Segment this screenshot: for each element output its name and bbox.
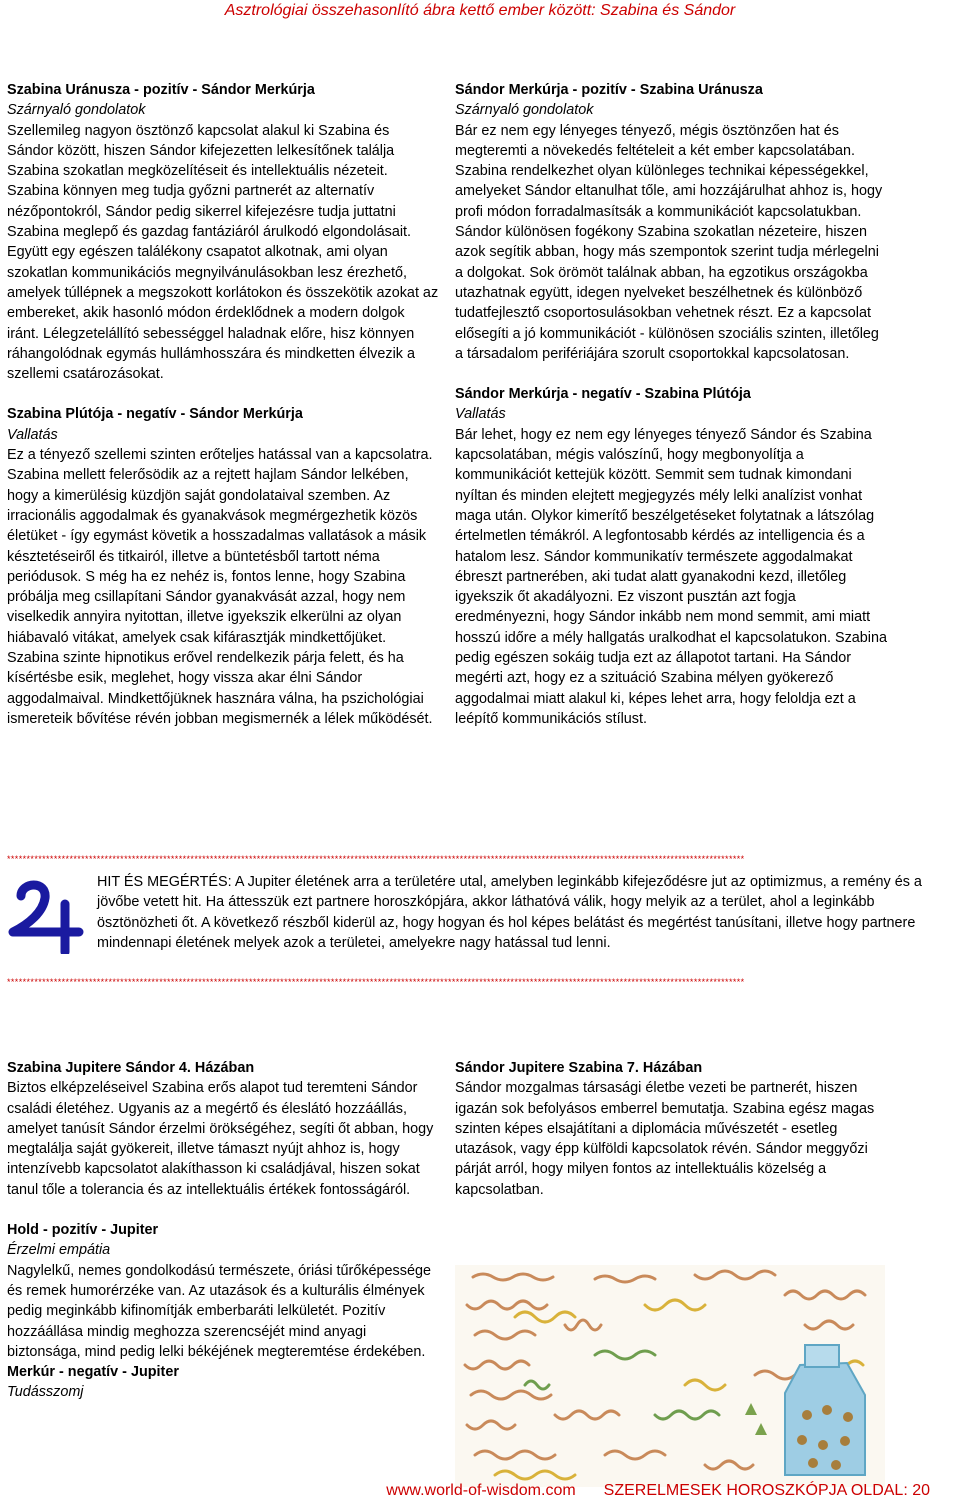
- section-body: Bár ez nem egy lényeges tényező, mégis ösztönzően hat és megteremti a növekedés feltételeit a két ember kapcsolatában. Szabina rendelkezhet olyan különleges technikai képességekkel, amelyeket Sándor eltanulhat tőle, ami hozzájárulhat ahhoz is, hogy profi módon forradalmasítsák a kommunikációt kapcsolatukban. Sándor különösen fogékony Szabina szokatlan nézeteire, hiszen azok segítik abban, hogy más szempontok szerint tudja mérlegelni a dolgokat. Sok örömöt találnak abban, ha egzotikus országokba utazhatnak együtt, idegen nyelveket beszélhetnek és különböző tudatfejlesztő csoportosulásokban vehetnek részt. Ez a kapcsolat elősegíti a jó kommunikációt - különösen szociális szinten, illetőleg a társadalom perifériájára szorult csoportokkal kapcsolatosan.: [455, 122, 883, 362]
- star-divider-bottom: *********************************************************************************************************************************************************************************************: [7, 977, 745, 987]
- section: [455, 80, 887, 364]
- decorative-illustration: [455, 1265, 885, 1487]
- section-subtitle: Tudásszomj: [7, 1384, 84, 1401]
- section-title: Sándor Jupitere Szabina 7. Házában: [455, 1060, 703, 1076]
- section-title: Szabina Jupitere Sándor 4. Házában: [7, 1060, 255, 1076]
- header-title: Asztrológiai összehasonlító ábra kettő ember között: Szabina és Sándor: [224, 2, 736, 19]
- section-body: Ez a tényező szellemi szinten erőteljes hatással van a kapcsolatra. Szabina mellett felerősödik az a rejtett hajlam Sándor lelkében, hogy a kimerülésig küzdjön saját gondolataival szemben. Az irracionális aggodalmak és gyanakvások megmérgezhetik közös életüket - így egymást követik a hosszadalmas vallatások a másik késztetéseiről és titkairól, illetve a büntetésből tartott néma periódusok. S még ha ez nehéz is, fontos lenne, hogy Szabina próbálja meg csillapítani Sándor gyanakvását azzal, hogy nem viselkedik annyira nyitottan, illetve igyekszik elkerülni az olyan hiábavaló vitákat, amelyek csak kifárasztják mindkettőjüket. Szabina szinte hipnotikus erővel rendelkezik párja felett, és ha kísértésbe esik, meglehet, hogy visszа akar élni Sándor aggodalmaival. Mindkettőjüknek hasznára válna, ha pszichológiai ismereteik bővítése révén jobban megismernék a lélek működését.: [7, 447, 433, 727]
- section-subtitle: Érzelmi empátia: [7, 1242, 111, 1259]
- section: [7, 1058, 439, 1200]
- right-column: [455, 80, 887, 729]
- section-subtitle: Vallatás: [455, 406, 506, 423]
- section-body: Bár lehet, hogy ez nem egy lényeges tényező Sándor és Szabina kapcsolatában, mégis valószínű, hogy megbonyolítja a kommunikációt kettejük között. Semmit sem tudnak kimondani nyíltan és minden elejtett megjegyzés mély lelki analízist vonhat maga után. Olykor kimerítő beszélgetéseket folytatnak a látszólag értelmetlen témákról. A legfontosabb kérdés az intelligencia és a hatalom lesz. Sándor kommunikatív természete aggodalmakat ébreszt partnerében, aki tudat alatt gyanakodni kezd, illetőleg igyekszik őt akadályozni. Ez viszont pusztán azt fogja eredményezni, hogy Sándor inkább nem mond semmit, ami miatt hosszú időre a mély hallgatás uralkodhat el kapcsolatukon. Szabina pedig egészen sokáig tudja ezt az állapotot tartani. Ha Sándor megérti azt, hogy ez a szituáció Szabina mélyen gyökerező aggodalmai miatt alakul ki, képes lehet arra, hogy feloldja ezt a leépítő kommunikációs stílust.: [455, 426, 887, 727]
- section-title: Szabina Uránusza - pozitív - Sándor Merkúrja: [7, 82, 315, 98]
- section: [7, 1220, 439, 1362]
- footer-page-label: SZERELMESEK HOROSZKÓPJA OLDAL: 20: [603, 1482, 930, 1499]
- section-body: Biztos elképzeléseivel Szabina erős alapot tud teremteni Sándor családi életéhez. Ugyanis az a megértő és éleslátó hozzáállás, amelyet tanúsít Sándor érzelmi örökségéhez, segíti őt abban, hogy megtalálja saját gyökereit, illetve támaszt nyújt ahhoz is, hogy intenzívebb kapcsolatot alakíthasson ki családjával, hiszen sokat tanul tőle a tolerancia és az intellektuális értékek fontosságáról.: [7, 1080, 434, 1198]
- jupiter-intro: [7, 872, 953, 954]
- section-body: Sándor mozgalmas társasági életbe vezeti be partnerét, hiszen igazán sok befolyásos emberrel bemutatja. Szabina egész magas szinten képes elsajátítani a diplomácia művészetét - esetleg utazások, vagy épp külföldi kapcsolatok révén. Sándor meggyőzi párját arról, hogy milyen fontos az intellektuális közelség a kapcsolatban.: [455, 1080, 875, 1198]
- section: [455, 1058, 887, 1200]
- lower-left-column: [7, 1058, 439, 1403]
- section: [7, 80, 439, 384]
- section-title: Sándor Merkúrja - pozitív - Szabina Uránusza: [455, 82, 763, 98]
- abstract-drawing-image: [455, 1265, 885, 1487]
- section-title: Sándor Merkúrja - negatív - Szabina Plútója: [455, 386, 751, 403]
- page-footer: [358, 1480, 930, 1502]
- left-column: [7, 80, 439, 729]
- lower-right-column: [455, 1058, 887, 1200]
- page-header: [0, 0, 960, 30]
- section: [455, 384, 887, 729]
- section-title: Hold - pozitív - Jupiter: [7, 1222, 159, 1239]
- star-divider-top: *********************************************************************************************************************************************************************************************: [7, 854, 745, 864]
- section-subtitle: Vallatás: [7, 426, 58, 443]
- jupiter-symbol-icon: [7, 874, 87, 954]
- section-subtitle: Szárnyaló gondolatok: [455, 102, 594, 119]
- section: [7, 1362, 439, 1403]
- section-body: Szellemileg nagyon ösztönző kapcsolat alakul ki Szabina és Sándor között, hiszen Sándor kifejezetten lelkesítőnek találja Szabina szokatlan megközelítéseit és intellektuális nézeteit. Szabina könnyen meg tudja győzni partnerét az alternatív nézőpontokról, Sándor pedig sikerrel kifejezésre tudja juttatni Szabina meglepő és gazdag fantáziáról árulkodó elgondolásait. Együtt egy egészen találékony csapatot alkotnak, ami olyan szokatlan kommunikációs megnyilvánulásokban lesz érezhető, amelyek túllépnek a megszokott korlátokon és összekötik azokat az embereket, akik hasonló módon érdeklődnek a modern dolgok iránt. Lélegzetelállító sebességgel haladnak előre, hisz könnyen ráhangolódnak egymás hullámhosszára és mindketten élvezik a szellemi csatározásokat.: [7, 122, 439, 383]
- jupiter-intro-text: HIT ÉS MEGÉRTÉS: A Jupiter életének arra a területére utal, amelyben leginkább kifejeződésre jut az optimizmus, a remény és a jövőbe vetett hit. Ha áttesszük ezt partnere horoszkópjára, akkor láthatóvá válik, hogy melyik az a terület, ahol a leginkább ösztönözheti őt. A következő részből kiderül az, hogy hogyan és hol képes belátást és megértést tanúsítani, illetve hogy partnere mindennapi életének melyek azok a területei, amelyekre nagy hatással tud lenni.: [97, 874, 922, 951]
- footer-site-link[interactable]: www.world-of-wisdom.com: [386, 1482, 576, 1499]
- section-body: Nagylelkű, nemes gondolkodású természete, óriási tűrőképessége és remek humorérzéke van. Az utazások és a kulturális élmények pedig meginkább kifinomítják emberbaráti lelkületét. Pozitív hozzáállása mindig meghozza szerencséjét mind anyagi biztonsága, mind pedig lelki békéjének megteremtése érdekében.: [7, 1262, 431, 1360]
- section-title: Merkúr - negatív - Jupiter: [7, 1364, 179, 1381]
- section: [7, 404, 439, 729]
- section-subtitle: Szárnyaló gondolatok: [7, 102, 146, 119]
- section-title: Szabina Plútója - negatív - Sándor Merkúrja: [7, 406, 303, 423]
